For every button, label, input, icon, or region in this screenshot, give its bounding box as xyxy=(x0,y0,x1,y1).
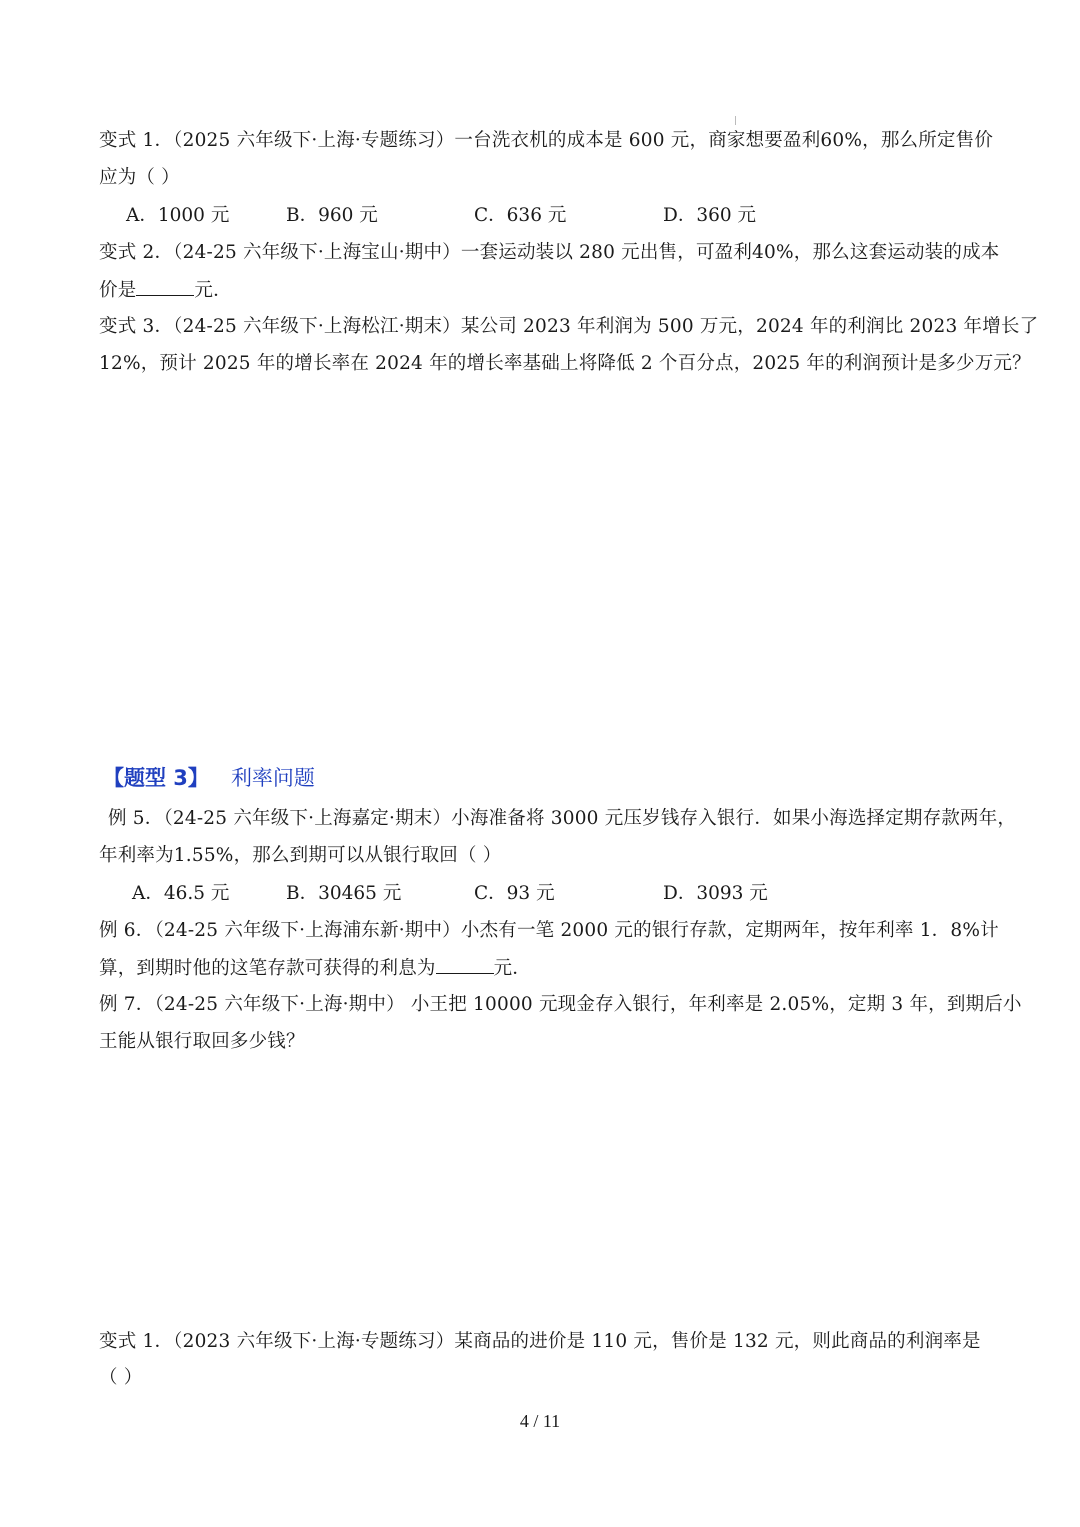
section-heading xyxy=(103,763,315,793)
variant-1b-question: 变式 1．（2023 六年级下·上海·专题练习）某商品的进价是 110 元，售价是 132 元，则此商品的利润率是 xyxy=(99,1331,981,1352)
option-a: A．1000 元 xyxy=(126,205,230,226)
answer-blank xyxy=(136,277,194,296)
section-topic: 利率问题 xyxy=(230,766,315,790)
variant-2-question-cont xyxy=(99,277,989,304)
variant-2-question: 变式 2．（24-25 六年级下·上海宝山·期中）一套运动装以 280 元出售，可盈利40%，那么这套运动装的成本 xyxy=(99,242,1000,263)
example-5-question-cont: 年利率为1.55%，那么到期可以从银行取回（ ） xyxy=(99,845,502,866)
example-6-suffix: 元． xyxy=(493,958,532,979)
variant-3-question-cont: 12%，预计 2025 年的增长率在 2024 年的增长率基础上将降低 2 个百分点，2025 年的利润预计是多少万元？ xyxy=(99,353,1031,374)
variant-1b-question-cont: （ ） xyxy=(99,1367,143,1388)
variant-2-prefix: 价是 xyxy=(99,280,137,301)
variant-2-suffix: 元． xyxy=(194,280,232,301)
example-6-question: 例 6．（24-25 六年级下·上海浦东新·期中）小杰有一笔 2000 元的银行存款，定期两年，按年利率 1．8%计 xyxy=(99,920,999,941)
variant-1-question-cont: 应为（ ） xyxy=(99,167,180,188)
page-number: 4 / 11 xyxy=(519,1411,561,1431)
section-tag: 【题型 3】 xyxy=(103,766,209,790)
example-5-question: 例 5．（24-25 六年级下·上海嘉定·期末）小海准备将 3000 元压岁钱存入银行．如果小海选择定期存款两年， xyxy=(108,808,1017,829)
answer-blank xyxy=(436,955,494,974)
option-b: B．960 元 xyxy=(286,205,378,226)
variant-1-question: 变式 1．（2025 六年级下·上海·专题练习）一台洗衣机的成本是 600 元，商家想要盈利60%，那么所定售价 xyxy=(99,130,994,151)
variant-3-question: 变式 3．（24-25 六年级下·上海松江·期末）某公司 2023 年利润为 500 万元，2024 年的利润比 2023 年增长了 xyxy=(99,316,1039,337)
example-7-question: 例 7．（24-25 六年级下·上海·期中） 小王把 10000 元现金存入银行，年利率是 2.05%，定期 3 年，到期后小 xyxy=(99,994,1022,1015)
option-a: A．46.5 元 xyxy=(132,883,230,904)
example-6-prefix: 算，到期时他的这笔存款可获得的利息为 xyxy=(99,958,436,979)
option-b: B．30465 元 xyxy=(286,883,402,904)
example-7-question-cont: 王能从银行取回多少钱？ xyxy=(99,1031,305,1052)
header-tick-mark xyxy=(735,116,736,125)
example-6-question-cont xyxy=(99,955,989,982)
option-d: D．360 元 xyxy=(663,205,757,226)
option-c: C．636 元 xyxy=(474,205,567,226)
option-d: D．3093 元 xyxy=(663,883,768,904)
option-c: C．93 元 xyxy=(474,883,555,904)
